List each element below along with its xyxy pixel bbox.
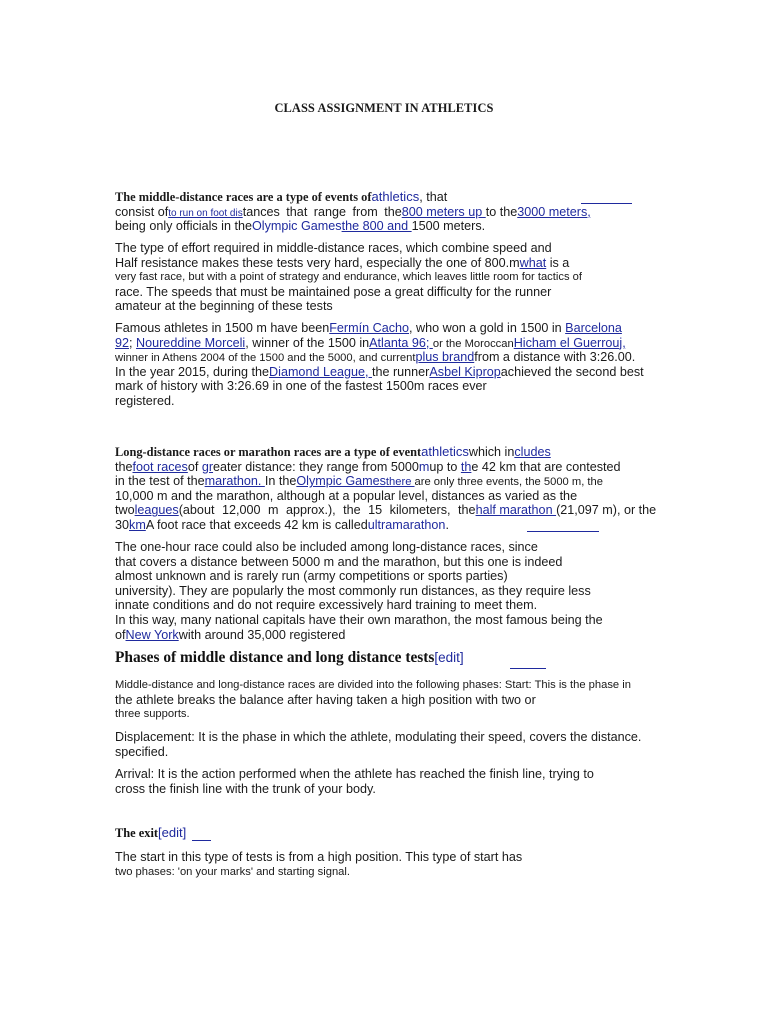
link-olympic-games-2[interactable]: Olympic Games xyxy=(296,474,386,489)
link-noureddine-morceli[interactable]: Noureddine Morceli xyxy=(136,335,246,350)
link-leagues[interactable]: leagues xyxy=(134,503,179,518)
link-ultramarathon[interactable]: ultramarathon xyxy=(367,517,446,532)
link-3000-meters[interactable]: 3000 meters, xyxy=(517,204,591,219)
link-atlanta-96[interactable]: Atlanta 96; xyxy=(369,335,433,350)
link-km[interactable]: km xyxy=(129,517,146,532)
heading-phases: Phases of middle distance and long distance tests[edit] xyxy=(115,649,464,666)
heading-the-exit: The exit[edit] xyxy=(115,825,187,840)
link-barcelona[interactable]: Barcelona xyxy=(565,321,622,335)
paragraph-long-distance: Long-distance races or marathon races are a type of eventathleticswhich includes thefoot racesof greater distance: they range from 5000mup to the 42 km that are contested in the test of themarathon. In theOlympic Gamesthere are only three events, the 5000 m, the 10,000 m and the marathon, although at a popular level, distances as varied as the twoleagues(about 12,000 m approx.), the 15 kilometers, thehalf marathon (21,097 m), or the 30kmA foot race that exceeds 42 km is calledultramarathon. xyxy=(115,444,657,532)
paragraph-effort: The type of effort required in middle-distance races, which combine speed and Half resistance makes these tests very hard, especially the one of 800.mwhat is a very fast race, but with a point of strategy and endurance, which leaves little room for tactics of race. The speeds that must be maintained pose a great difficulty for the runner amateur at the beginning of these tests xyxy=(115,241,582,314)
link-92[interactable]: 92 xyxy=(115,335,130,350)
link-m[interactable]: m xyxy=(418,459,430,474)
paragraph-famous-athletes: Famous athletes in 1500 m have beenFermín Cacho, who won a gold in 1500 in Barcelona 92; Noureddine Morceli, winner of the 1500 inAtlanta 96; or the MoroccanHicham el Guerrouj, winner in Athens 2004 of the 1500 and the 5000, and currentplus brandfrom a distance with 3:26.00. In the year 2015, during theDiamond League, the runnerAsbel Kipropachieved the second best mark of history with 3:26.69 in one of the fastest 1500m races ever registered. xyxy=(115,321,644,408)
link-plus-brand[interactable]: plus brand xyxy=(415,350,475,365)
link-800-meters[interactable]: 800 meters up xyxy=(401,204,486,219)
paragraph-phases-displacement: Displacement: It is the phase in which the athlete, modulating their speed, covers the distance. specified. xyxy=(115,730,642,759)
paragraph-middle-distance-intro: The middle-distance races are a type of events ofathletics, that consist ofto run on foot distances that range from the800 meters up to the3000 meters, being only officials in theOlympic Gamesthe 800 and 1500 meters. xyxy=(115,189,591,234)
document-title: CLASS ASSIGNMENT IN ATHLETICS xyxy=(274,101,494,115)
link-run-on-foot[interactable]: to run on foot dis xyxy=(168,207,243,219)
link-new-york[interactable]: New York xyxy=(125,627,179,642)
link-underline xyxy=(510,668,546,669)
link-olympic-games[interactable]: Olympic Games xyxy=(252,219,342,234)
link-asbel-kiprop[interactable]: Asbel Kiprop xyxy=(429,364,501,379)
paragraph-phases-start: Middle-distance and long-distance races are divided into the following phases: Start: This is the phase in the athlete breaks the balance after having taken a high position with two or three supports. xyxy=(115,679,631,721)
edit-link-exit[interactable]: [edit] xyxy=(158,825,187,840)
link-800-and[interactable]: the 800 and xyxy=(341,219,412,234)
paragraph-one-hour-race: The one-hour race could also be included among long-distance races, since that covers a distance between 5000 m and the marathon, but this one is indeed almost unknown and is rarely run (army competitions or sports parties) university). They are popularly the most commonly run distances, as they require less innate conditions and do not require excessively hard training to meet them. In this way, many national capitals have their own marathon, the most famous being the ofNew Yorkwith around 35,000 registered xyxy=(115,540,603,642)
link-marathon[interactable]: marathon. xyxy=(204,474,265,489)
link-athletics-2[interactable]: athletics xyxy=(421,444,469,459)
link-th[interactable]: th xyxy=(460,459,472,474)
edit-link-phases[interactable]: [edit] xyxy=(434,650,464,665)
link-hicham-el-guerrouj[interactable]: Hicham el Guerrouj, xyxy=(513,335,626,350)
paragraph-exit: The start in this type of tests is from a high position. This type of start has two phases: 'on your marks' and starting signal. xyxy=(115,850,523,878)
link-fermin-cacho[interactable]: Fermín Cacho xyxy=(329,321,410,335)
link-what[interactable]: what xyxy=(519,255,547,270)
link-foot-races[interactable]: foot races xyxy=(132,459,188,474)
link-includes[interactable]: cludes xyxy=(514,445,551,459)
link-diamond-league[interactable]: Diamond League, xyxy=(269,364,372,379)
paragraph-phases-arrival: Arrival: It is the action performed when the athlete has reached the finish line, trying to cross the finish line with the trunk of your body. xyxy=(115,767,594,796)
link-underline xyxy=(581,203,632,204)
link-underline xyxy=(527,531,599,532)
link-gr[interactable]: gr xyxy=(201,459,214,474)
link-half-marathon[interactable]: half marathon xyxy=(475,503,557,518)
link-athletics[interactable]: athletics xyxy=(371,189,420,204)
link-underline xyxy=(192,840,211,841)
